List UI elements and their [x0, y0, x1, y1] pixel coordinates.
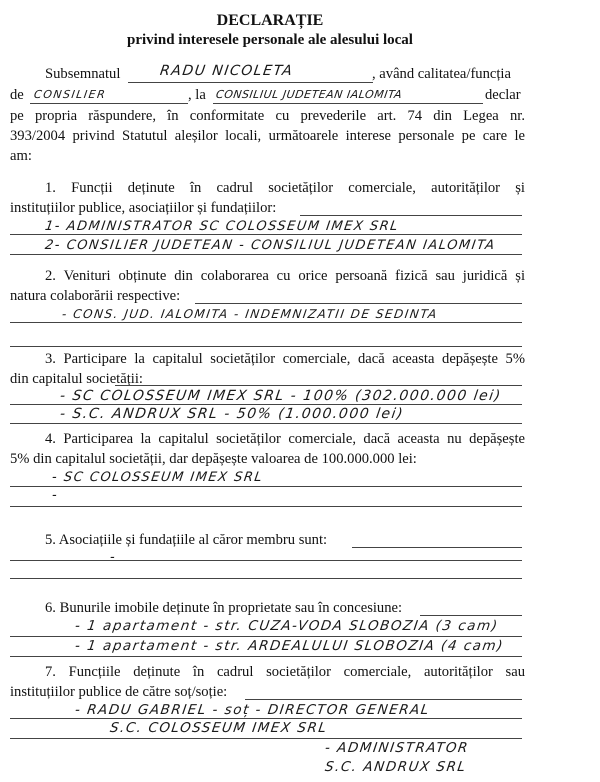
intro-text: 393/2004 privind Statutul aleșilor locali, următoarele interese personale pe care le [10, 128, 525, 144]
section-1-heading: 1. Funcții deținute în cadrul societăților comerciale, autorităților și [45, 180, 525, 196]
intro-text: declar [485, 87, 521, 103]
section-5-heading: 5. Asociațiile și fundațiile al căror membru sunt: [45, 532, 328, 548]
section-4-entry: - [50, 488, 60, 503]
section-1-entry: 1- ADMINISTRATOR SC COLOSSEUM IMEX SRL [43, 219, 400, 234]
section-4-heading: 5% din capitalul societății, dar depășește valoarea de 100.000.000 lei: [10, 451, 417, 467]
section-4-heading: 4. Participarea la capitalul societăților comerciale, dacă aceasta nu depășește [45, 431, 525, 447]
section-7-heading: 7. Funcțiile deținute în cadrul societăților comerciale, autorităților sau [45, 664, 525, 680]
intro-text: , la [188, 87, 206, 103]
declarant-name: RADU NICOLETA [158, 63, 295, 79]
document-subtitle: privind interesele personale ale alesului local [127, 32, 413, 48]
section-1-heading: instituțiilor publice, asociațiilor și fundațiilor: [10, 200, 277, 216]
section-7-entry: S.C. ANDRUX SRL [323, 759, 468, 775]
section-3-heading: 3. Participare la capitalul societăților comerciale, dacă aceasta depășește 5% [45, 351, 525, 367]
document-title: DECLARAȚIE [216, 12, 324, 29]
declarant-institution: CONSILIUL JUDETEAN IALOMITA [215, 88, 404, 101]
section-5-entry: - [108, 550, 118, 565]
section-6-heading: 6. Bunurile imobile deținute în proprietate sau în concesiune: [45, 600, 403, 616]
section-2-entry: - CONS. JUD. IALOMITA - INDEMNIZATII DE SEDINTA [61, 307, 439, 321]
section-7-entry: S.C. COLOSSEUM IMEX SRL [108, 720, 329, 736]
intro-text: am: [10, 148, 32, 164]
declarant-function: CONSILIER [33, 88, 108, 101]
section-2-heading: natura colaborării respective: [10, 288, 181, 304]
section-6-entry: - 1 apartament - str. ARDEALULUI SLOBOZIA (4 cam) [73, 638, 506, 654]
section-6-entry: - 1 apartament - str. CUZA-VODA SLOBOZIA (3 cam) [73, 618, 500, 634]
intro-text: , având calitatea/funcția [372, 66, 511, 82]
section-7-heading: instituțiilor publice de către soț/soție: [10, 684, 228, 700]
intro-text: de [10, 87, 24, 103]
section-4-entry: - SC COLOSSEUM IMEX SRL [50, 470, 265, 485]
section-7-entry: - ADMINISTRATOR [323, 740, 470, 756]
intro-label: Subsemnatul [45, 66, 121, 82]
section-3-entry: - S.C. ANDRUX SRL - 50% (1.000.000 lei) [58, 406, 406, 422]
section-3-entry: - SC COLOSSEUM IMEX SRL - 100% (302.000.000 lei) [58, 388, 503, 404]
intro-text: pe propria răspundere, în conformitate cu prevederile art. 74 din Legea nr. [10, 108, 525, 124]
section-3-heading: din capitalul societății: [10, 371, 143, 387]
section-1-entry: 2- CONSILIER JUDETEAN - CONSILIUL JUDETEAN IALOMITA [43, 238, 497, 253]
section-2-heading: 2. Venituri obținute din colaborarea cu orice persoană fizică sau juridică și [45, 268, 525, 284]
section-7-entry: - RADU GABRIEL - soț - DIRECTOR GENERAL [73, 702, 431, 718]
